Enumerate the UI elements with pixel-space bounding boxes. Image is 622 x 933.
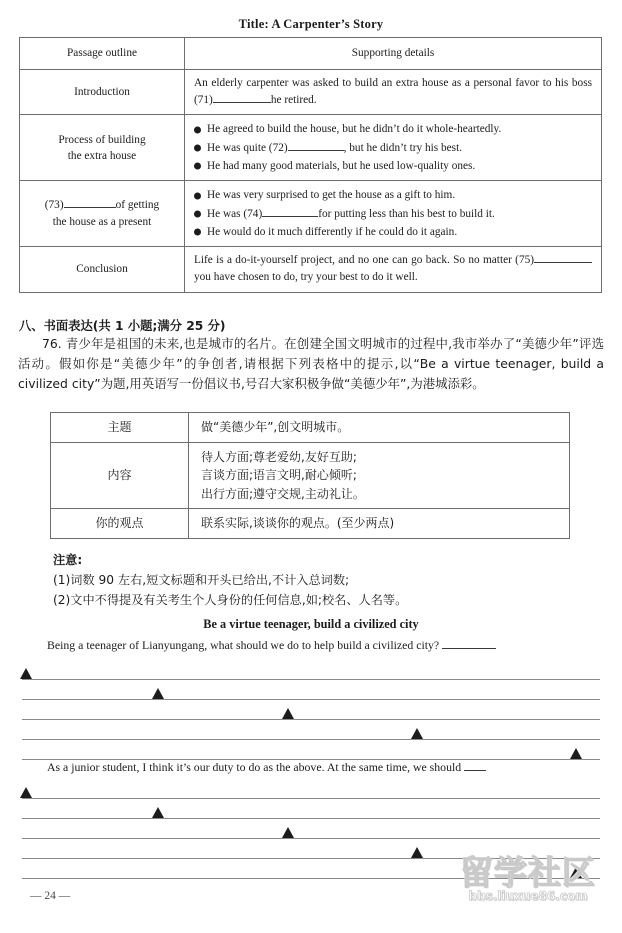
composition-opening-text: Being a teenager of Lianyungang, what should we do to help build a civilized city? bbox=[47, 638, 440, 652]
writing-rule-line[interactable] bbox=[22, 699, 600, 700]
watermark-brand-text: 留学社区 bbox=[460, 853, 596, 892]
bullet-dot-icon bbox=[194, 126, 201, 133]
passage-outline-table bbox=[19, 37, 602, 293]
hint-line: 待人方面;尊老爱幼,友好互助; bbox=[201, 449, 357, 464]
writing-blank-closing[interactable] bbox=[464, 770, 486, 771]
bullet-dot-icon bbox=[194, 163, 201, 170]
writing-rule-line[interactable] bbox=[22, 798, 600, 799]
hint-label-topic: 主题 bbox=[51, 413, 189, 443]
writing-rule-line[interactable] bbox=[22, 878, 600, 879]
hint-value-your-view bbox=[189, 509, 570, 539]
list-item bbox=[194, 223, 592, 241]
bullet-text: He was very surprised to get the house as a gift to him. bbox=[207, 189, 456, 202]
detail-text-before: Life is a do-it-yourself project, and no one can go back. So no matter (75) bbox=[194, 254, 534, 267]
writing-marker-triangle bbox=[411, 847, 423, 858]
detail-text-after: he retired. bbox=[270, 94, 317, 107]
table-row bbox=[20, 38, 602, 70]
page-title: Title: A Carpenter’s Story bbox=[238, 17, 384, 31]
row-label-prefix: (73) bbox=[44, 199, 64, 212]
bullet-text-after: , but he didn’t try his best. bbox=[343, 141, 463, 154]
table-row bbox=[20, 115, 602, 181]
writing-rule-line[interactable] bbox=[22, 838, 600, 839]
bullet-dot-icon bbox=[194, 144, 201, 151]
page-number: — 24 — bbox=[30, 890, 71, 902]
hint-line: 言谈方面;语言文明,耐心倾听; bbox=[201, 468, 357, 483]
writing-rule-line[interactable] bbox=[22, 679, 600, 680]
answer-blank-74[interactable] bbox=[262, 216, 318, 217]
writing-marker-triangle bbox=[152, 688, 164, 699]
column-header-passage-outline: Passage outline bbox=[20, 38, 185, 70]
composition-title: Be a virtue teenager, build a civilized city bbox=[203, 617, 419, 631]
answer-blank-75[interactable] bbox=[534, 262, 592, 263]
row-label-line-2: the house as a present bbox=[52, 215, 152, 228]
writing-prompt-paragraph: 76. 青少年是祖国的未来,也是城市的名片。在创建全国文明城市的过程中,我市举办了“美德少年”评选活动。假如你是“美德少年”的争创者,请根据下列表格中的提示,以“Be a virtue teenager, build a civilized city”为题,用英语写一份倡议书,号召大家积极争做“美德少年”,为港城添彩。 bbox=[18, 336, 604, 392]
list-item bbox=[194, 186, 592, 204]
writing-marker-triangle bbox=[20, 787, 32, 798]
writing-marker-triangle bbox=[570, 748, 582, 759]
hint-label-your-view: 你的观点 bbox=[51, 509, 189, 539]
notes-block bbox=[53, 551, 407, 610]
list-item bbox=[194, 139, 592, 157]
row-label-conclusion: Conclusion bbox=[20, 247, 185, 292]
section-heading-writing: 八、书面表达(共 1 小题;满分 25 分) bbox=[19, 319, 226, 333]
table-row bbox=[51, 413, 570, 443]
list-item bbox=[194, 205, 592, 223]
writing-marker-triangle bbox=[282, 708, 294, 719]
row-label-process bbox=[20, 115, 185, 181]
row-details-conclusion bbox=[185, 247, 602, 292]
notes-title: 注意: bbox=[53, 553, 83, 567]
hint-line: 联系实际,谈谈你的观点。(至少两点) bbox=[201, 516, 395, 531]
row-details-introduction bbox=[185, 70, 602, 115]
writing-rule-line[interactable] bbox=[22, 719, 600, 720]
row-details-process bbox=[185, 115, 602, 181]
row-label-introduction: Introduction bbox=[20, 70, 185, 115]
hint-label-content: 内容 bbox=[51, 442, 189, 509]
bullet-text: He would do it much differently if he could do it again. bbox=[207, 225, 458, 238]
writing-rule-line[interactable] bbox=[22, 818, 600, 819]
bullet-dot-icon bbox=[194, 229, 201, 236]
row-label-feelings bbox=[20, 181, 185, 247]
writing-rule-line[interactable] bbox=[22, 858, 600, 859]
answer-blank-73[interactable] bbox=[64, 207, 116, 208]
bullet-dot-icon bbox=[194, 192, 201, 199]
hint-line: 做“美德少年”,创文明城市。 bbox=[201, 420, 350, 434]
composition-closing-text: As a junior student, I think it’s our duty to do as the above. At the same time, we should bbox=[47, 760, 462, 774]
bullet-text-after: for putting less than his best to build it. bbox=[318, 207, 495, 220]
writing-area-bottom[interactable] bbox=[0, 774, 622, 879]
row-label-line-1: Process of building bbox=[58, 133, 146, 146]
table-row bbox=[51, 442, 570, 509]
column-header-supporting-details: Supporting details bbox=[185, 38, 602, 70]
detail-text-after: you have chosen to do, try your best to do it well. bbox=[194, 271, 418, 284]
detail-text-before: An elderly carpenter was asked to build an extra house as a personal favor to his boss (71) bbox=[194, 77, 592, 107]
row-details-feelings bbox=[185, 181, 602, 247]
writing-area-top[interactable] bbox=[0, 655, 622, 760]
hint-value-content bbox=[189, 442, 570, 509]
row-label-suffix: of getting bbox=[115, 199, 160, 212]
writing-blank-opening[interactable] bbox=[442, 648, 496, 649]
row-label-line-1 bbox=[26, 197, 178, 213]
hint-line: 出行方面;遵守交规,主动礼让。 bbox=[201, 486, 365, 501]
answer-blank-71[interactable] bbox=[213, 102, 271, 103]
list-item bbox=[194, 120, 592, 138]
bullet-text: He was (74) bbox=[207, 207, 263, 220]
bullet-text: He agreed to build the house, but he didn’t do it whole-heartedly. bbox=[207, 123, 502, 136]
writing-marker-triangle bbox=[152, 807, 164, 818]
composition-closing-line bbox=[47, 760, 587, 775]
notes-item: (1)词数 90 左右,短文标题和开头已给出,不计入总词数; bbox=[53, 572, 350, 587]
watermark-url-text: bbs.liuxue86.com bbox=[468, 888, 588, 903]
notes-item: (2)文中不得提及有关考生个人身份的任何信息,如;校名、人名等。 bbox=[53, 592, 408, 607]
table-row bbox=[20, 70, 602, 115]
writing-marker-triangle bbox=[570, 867, 582, 878]
row-label-line-2: the extra house bbox=[67, 149, 137, 162]
bullet-dot-icon bbox=[194, 210, 201, 217]
writing-hints-table bbox=[50, 412, 570, 539]
writing-rule-line[interactable] bbox=[22, 739, 600, 740]
writing-marker-triangle bbox=[411, 728, 423, 739]
list-item bbox=[194, 157, 592, 175]
bullet-text: He was quite (72) bbox=[207, 141, 288, 154]
answer-blank-72[interactable] bbox=[288, 150, 344, 151]
writing-marker-triangle bbox=[282, 827, 294, 838]
table-row bbox=[20, 247, 602, 292]
composition-opening-line bbox=[47, 638, 587, 653]
bullet-text: He had many good materials, but he used low-quality ones. bbox=[207, 160, 476, 173]
table-row bbox=[20, 181, 602, 247]
table-row bbox=[51, 509, 570, 539]
hint-value-topic bbox=[189, 413, 570, 443]
writing-marker-triangle bbox=[20, 668, 32, 679]
